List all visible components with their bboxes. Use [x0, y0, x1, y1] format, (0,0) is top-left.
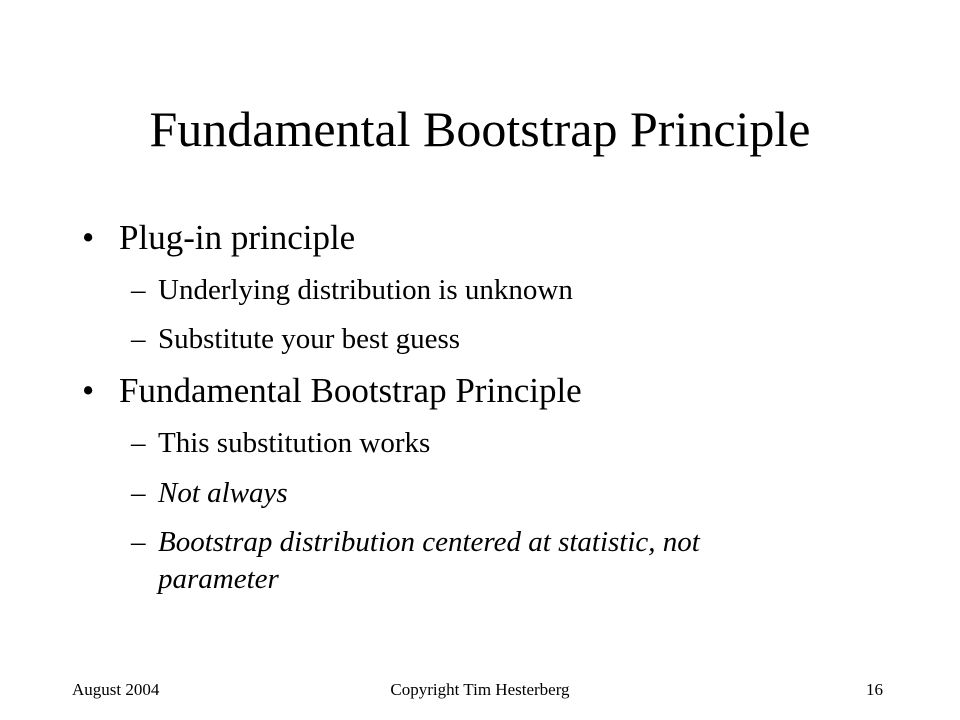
dash-icon: – [131, 526, 146, 558]
sub-bullet-text: Not always [158, 477, 288, 509]
dash-icon: – [131, 323, 146, 355]
footer-copyright: Copyright Tim Hesterberg [390, 680, 570, 699]
sub-bullet-text: Bootstrap distribution centered at statistic, not [158, 526, 700, 558]
footer-date: August 2004 [72, 680, 160, 699]
bullet-icon: • [82, 371, 95, 410]
sub-bullet-text-continuation: parameter [158, 563, 279, 595]
bullet-text: Plug-in principle [119, 218, 356, 257]
sub-bullet-text: This substitution works [158, 427, 431, 459]
dash-icon: – [131, 274, 146, 306]
bullet-text: Fundamental Bootstrap Principle [119, 371, 582, 410]
dash-icon: – [131, 427, 146, 459]
dash-icon: – [131, 477, 146, 509]
sub-bullet-text: Underlying distribution is unknown [158, 274, 573, 306]
sub-bullet-text: Substitute your best guess [158, 323, 461, 355]
bullet-icon: • [82, 218, 95, 257]
footer-page-number: 16 [866, 680, 883, 699]
slide-title: Fundamental Bootstrap Principle [149, 101, 811, 157]
